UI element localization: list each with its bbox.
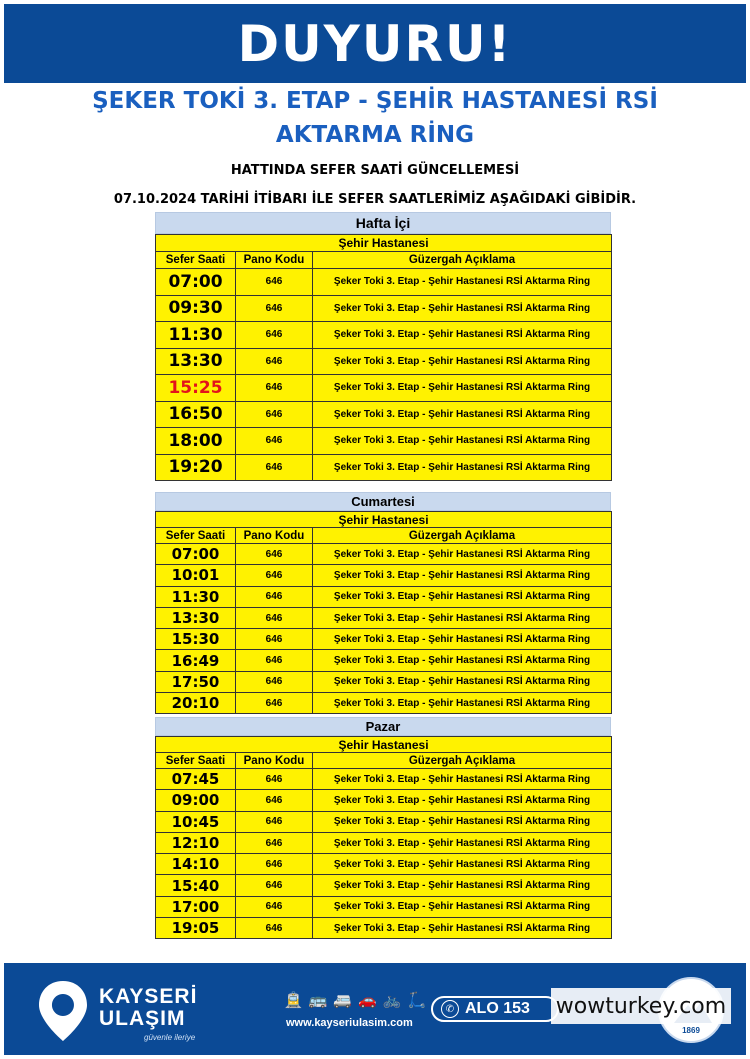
pano-code: 646 bbox=[236, 790, 313, 811]
table-row bbox=[156, 375, 612, 402]
route-description: Şeker Toki 3. Etap - Şehir Hastanesi RSİ Aktarma Ring bbox=[313, 348, 612, 375]
pano-code: 646 bbox=[236, 565, 313, 586]
effective-date-note: 07.10.2024 TARİHİ İTİBARI İLE SEFER SAATLERİMİZ AŞAĞIDAKİ GİBİDİR. bbox=[113, 192, 637, 207]
route-description: Şeker Toki 3. Etap - Şehir Hastanesi RSİ Aktarma Ring bbox=[313, 629, 612, 650]
route-description: Şeker Toki 3. Etap - Şehir Hastanesi RSİ Aktarma Ring bbox=[313, 896, 612, 917]
table-row bbox=[156, 269, 612, 296]
location-header: Şehir Hastanesi bbox=[156, 512, 612, 528]
departure-time: 12:10 bbox=[156, 832, 236, 853]
pano-code: 646 bbox=[236, 607, 313, 628]
departure-time: 14:10 bbox=[156, 854, 236, 875]
pano-code: 646 bbox=[236, 269, 313, 296]
route-description: Şeker Toki 3. Etap - Şehir Hastanesi RSİ Aktarma Ring bbox=[313, 454, 612, 481]
brand-name-line2: ULAŞIM bbox=[99, 1007, 186, 1030]
phone-icon: ✆ bbox=[441, 1000, 459, 1018]
pano-code: 646 bbox=[236, 875, 313, 896]
departure-time: 17:00 bbox=[156, 896, 236, 917]
table-row bbox=[156, 650, 612, 671]
location-header: Şehir Hastanesi bbox=[156, 235, 612, 252]
minibus-icon: 🚐 bbox=[333, 992, 353, 1009]
route-description: Şeker Toki 3. Etap - Şehir Hastanesi RSİ Aktarma Ring bbox=[313, 918, 612, 939]
route-description: Şeker Toki 3. Etap - Şehir Hastanesi RSİ Aktarma Ring bbox=[313, 832, 612, 853]
table-row bbox=[156, 454, 612, 481]
column-header-time: Sefer Saati bbox=[156, 753, 236, 769]
pano-code: 646 bbox=[236, 586, 313, 607]
schedule-table bbox=[155, 736, 612, 939]
table-row bbox=[156, 401, 612, 428]
column-header-time: Sefer Saati bbox=[156, 252, 236, 269]
route-title: ŞEKER TOKİ 3. ETAP - ŞEHİR HASTANESİ RSİ bbox=[92, 88, 658, 114]
table-row bbox=[156, 693, 612, 714]
watermark: wowturkey.com bbox=[551, 988, 731, 1024]
pano-code: 646 bbox=[236, 375, 313, 402]
seal-year: 1869 bbox=[682, 1026, 700, 1035]
pano-code: 646 bbox=[236, 832, 313, 853]
pano-code: 646 bbox=[236, 544, 313, 565]
departure-time-updated: 15:25 bbox=[156, 375, 236, 402]
departure-time: 18:00 bbox=[156, 428, 236, 455]
column-header-route: Güzergah Açıklama bbox=[313, 252, 612, 269]
hotline-badge[interactable] bbox=[431, 996, 559, 1022]
table-row bbox=[156, 348, 612, 375]
route-description: Şeker Toki 3. Etap - Şehir Hastanesi RSİ Aktarma Ring bbox=[313, 295, 612, 322]
table-row bbox=[156, 544, 612, 565]
pano-code: 646 bbox=[236, 769, 313, 790]
update-subtitle: HATTINDA SEFER SAATİ GÜNCELLEMESİ bbox=[230, 163, 520, 178]
departure-time: 13:30 bbox=[156, 348, 236, 375]
column-header-pano: Pano Kodu bbox=[236, 252, 313, 269]
route-description: Şeker Toki 3. Etap - Şehir Hastanesi RSİ Aktarma Ring bbox=[313, 322, 612, 349]
website-link[interactable]: www.kayseriulasim.com bbox=[286, 1017, 413, 1029]
departure-time: 15:30 bbox=[156, 629, 236, 650]
table-row bbox=[156, 565, 612, 586]
table-row bbox=[156, 854, 612, 875]
banner-title: DUYURU! bbox=[237, 14, 513, 73]
table-row bbox=[156, 607, 612, 628]
table-row bbox=[156, 875, 612, 896]
car-icon: 🚗 bbox=[358, 992, 377, 1009]
day-header: Pazar bbox=[155, 717, 611, 736]
table-row bbox=[156, 322, 612, 349]
route-description: Şeker Toki 3. Etap - Şehir Hastanesi RSİ Aktarma Ring bbox=[313, 811, 612, 832]
departure-time: 09:30 bbox=[156, 295, 236, 322]
route-description: Şeker Toki 3. Etap - Şehir Hastanesi RSİ Aktarma Ring bbox=[313, 875, 612, 896]
route-description: Şeker Toki 3. Etap - Şehir Hastanesi RSİ Aktarma Ring bbox=[313, 854, 612, 875]
schedule-table bbox=[155, 511, 612, 714]
column-header-pano: Pano Kodu bbox=[236, 753, 313, 769]
departure-time: 17:50 bbox=[156, 671, 236, 692]
bus-icon: 🚌 bbox=[308, 992, 328, 1009]
departure-time: 15:40 bbox=[156, 875, 236, 896]
column-header-route: Güzergah Açıklama bbox=[313, 528, 612, 544]
pano-code: 646 bbox=[236, 629, 313, 650]
pano-code: 646 bbox=[236, 693, 313, 714]
pano-code: 646 bbox=[236, 295, 313, 322]
pano-code: 646 bbox=[236, 322, 313, 349]
departure-time: 19:20 bbox=[156, 454, 236, 481]
departure-time: 10:01 bbox=[156, 565, 236, 586]
departure-time: 07:00 bbox=[156, 544, 236, 565]
table-row bbox=[156, 832, 612, 853]
table-row bbox=[156, 918, 612, 939]
departure-time: 10:45 bbox=[156, 811, 236, 832]
route-description: Şeker Toki 3. Etap - Şehir Hastanesi RSİ Aktarma Ring bbox=[313, 790, 612, 811]
table-row bbox=[156, 896, 612, 917]
footer-banner bbox=[4, 963, 746, 1055]
table-row bbox=[156, 295, 612, 322]
table-row bbox=[156, 811, 612, 832]
day-header: Cumartesi bbox=[155, 492, 611, 511]
departure-time: 09:00 bbox=[156, 790, 236, 811]
departure-time: 07:00 bbox=[156, 269, 236, 296]
schedule-weekday bbox=[155, 212, 611, 481]
departure-time: 16:50 bbox=[156, 401, 236, 428]
departure-time: 16:49 bbox=[156, 650, 236, 671]
pano-code: 646 bbox=[236, 348, 313, 375]
table-row bbox=[156, 629, 612, 650]
route-description: Şeker Toki 3. Etap - Şehir Hastanesi RSİ Aktarma Ring bbox=[313, 269, 612, 296]
departure-time: 20:10 bbox=[156, 693, 236, 714]
route-description: Şeker Toki 3. Etap - Şehir Hastanesi RSİ Aktarma Ring bbox=[313, 544, 612, 565]
hotline-number: ALO 153 bbox=[465, 1000, 530, 1017]
departure-time: 11:30 bbox=[156, 586, 236, 607]
brand-name: KAYSERİ bbox=[99, 985, 198, 1008]
table-row bbox=[156, 671, 612, 692]
departure-time: 11:30 bbox=[156, 322, 236, 349]
table-row bbox=[156, 790, 612, 811]
brand-slogan: güvenle ileriye bbox=[144, 1033, 196, 1042]
pano-code: 646 bbox=[236, 650, 313, 671]
route-description: Şeker Toki 3. Etap - Şehir Hastanesi RSİ Aktarma Ring bbox=[313, 375, 612, 402]
schedule-sunday bbox=[155, 717, 611, 939]
route-description: Şeker Toki 3. Etap - Şehir Hastanesi RSİ Aktarma Ring bbox=[313, 428, 612, 455]
transport-icons bbox=[284, 991, 426, 1009]
pano-code: 646 bbox=[236, 454, 313, 481]
route-description: Şeker Toki 3. Etap - Şehir Hastanesi RSİ Aktarma Ring bbox=[313, 565, 612, 586]
pano-code: 646 bbox=[236, 401, 313, 428]
bicycle-icon: 🚲 bbox=[382, 992, 402, 1009]
route-description: Şeker Toki 3. Etap - Şehir Hastanesi RSİ Aktarma Ring bbox=[313, 607, 612, 628]
column-header-pano: Pano Kodu bbox=[236, 528, 313, 544]
pano-code: 646 bbox=[236, 918, 313, 939]
scooter-icon: 🛴 bbox=[407, 992, 427, 1009]
pano-code: 646 bbox=[236, 428, 313, 455]
route-description: Şeker Toki 3. Etap - Şehir Hastanesi RSİ Aktarma Ring bbox=[313, 650, 612, 671]
pano-code: 646 bbox=[236, 671, 313, 692]
tram-icon: 🚊 bbox=[284, 992, 303, 1009]
column-header-route: Güzergah Açıklama bbox=[313, 753, 612, 769]
table-row bbox=[156, 586, 612, 607]
day-header: Hafta İçi bbox=[155, 212, 611, 234]
table-row bbox=[156, 769, 612, 790]
route-description: Şeker Toki 3. Etap - Şehir Hastanesi RSİ Aktarma Ring bbox=[313, 671, 612, 692]
table-row bbox=[156, 428, 612, 455]
departure-time: 07:45 bbox=[156, 769, 236, 790]
location-pin-icon bbox=[34, 977, 92, 1045]
announcement-banner bbox=[4, 4, 746, 83]
location-header: Şehir Hastanesi bbox=[156, 737, 612, 753]
route-description: Şeker Toki 3. Etap - Şehir Hastanesi RSİ Aktarma Ring bbox=[313, 586, 612, 607]
pano-code: 646 bbox=[236, 811, 313, 832]
column-header-time: Sefer Saati bbox=[156, 528, 236, 544]
route-title-line2: AKTARMA RİNG bbox=[275, 122, 475, 148]
pano-code: 646 bbox=[236, 896, 313, 917]
route-description: Şeker Toki 3. Etap - Şehir Hastanesi RSİ Aktarma Ring bbox=[313, 693, 612, 714]
route-description: Şeker Toki 3. Etap - Şehir Hastanesi RSİ Aktarma Ring bbox=[313, 769, 612, 790]
schedule-saturday bbox=[155, 492, 611, 714]
schedule-table bbox=[155, 234, 612, 481]
departure-time: 13:30 bbox=[156, 607, 236, 628]
departure-time: 19:05 bbox=[156, 918, 236, 939]
route-description: Şeker Toki 3. Etap - Şehir Hastanesi RSİ Aktarma Ring bbox=[313, 401, 612, 428]
pano-code: 646 bbox=[236, 854, 313, 875]
